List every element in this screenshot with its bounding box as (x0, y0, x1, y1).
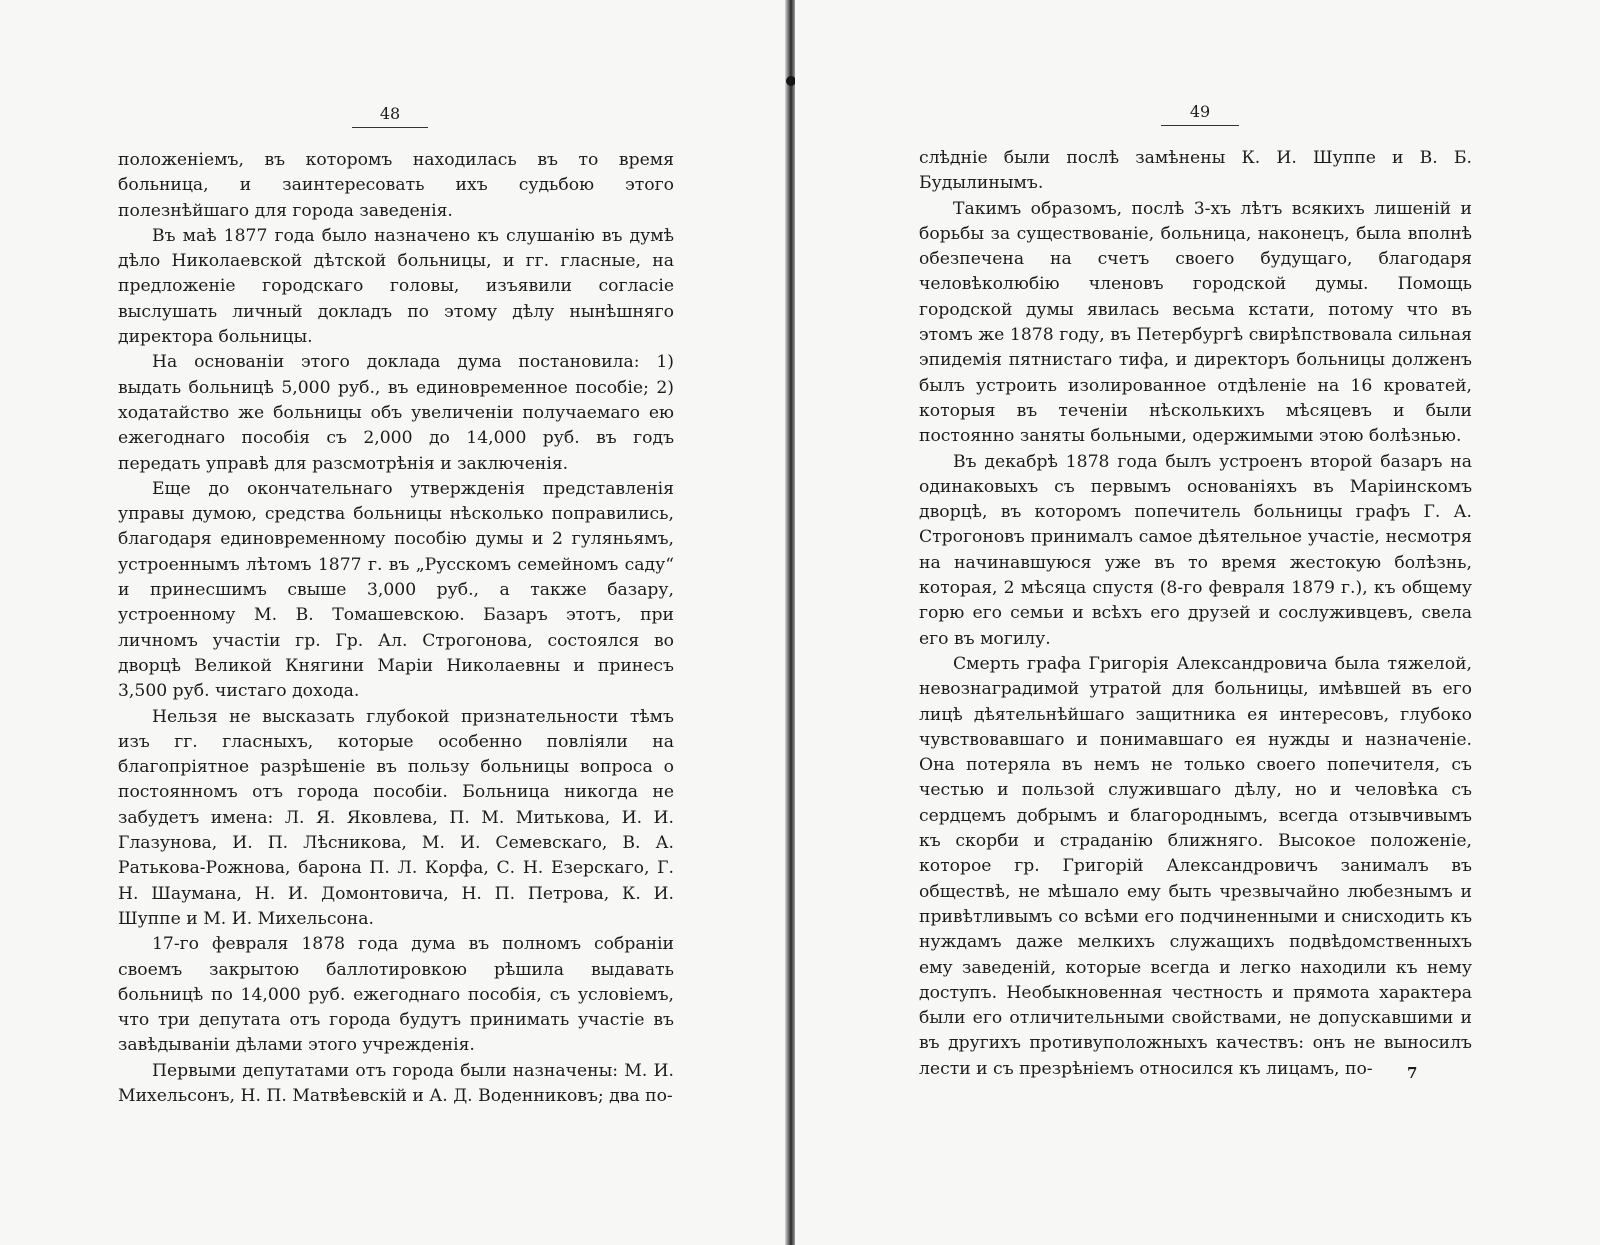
signature-mark: 7 (1407, 1064, 1418, 1082)
right-page-text (919, 146, 1472, 1082)
paragraph: Смерть графа Григорiя Александровича была тяжелой, невознаградимой утратой для больницы, имѣвшей въ его лицѣ дѣятельнѣйшаго защитника ея интересовъ, глубоко чувствовавшаго и понимавшаго ея нужды и назначенiе. Она потеряла въ немъ не только своего попечителя, съ честью и пользой служившаго дѣлу, но и человѣка съ сердцемъ добрымъ и благороднымъ, всегда отзывчивымъ къ скорби и страданiю ближняго. Высокое положенiе, которое гр. Григорiй Александровичъ занималъ въ обществѣ, не мѣшало ему быть чрезвычайно любезнымъ и привѣтливымъ со всѣми его подчиненными и снисходить къ нуждамъ даже мелкихъ служащихъ подвѣдомственныхъ ему заведенiй, которые всегда и легко находили къ нему доступъ. Необыкновенная честность и прямота характера были его отличительными свойствами, не допускавшими и въ другихъ противуположныхъ качествъ: онъ не выносилъ лести и съ презрѣнiемъ относился къ лицамъ, по- (919, 653, 1472, 1079)
paragraph: Нельзя не высказать глубокой признательности тѣмъ изъ гг. гласныхъ, которые особенно повлiяли на благопрiятное разрѣшенiе въ пользу больницы вопроса о постоянномъ отъ города пособiи. Больница никогда не забудетъ имена: Л. Я. Яковлева, П. М. Митькова, И. И. Глазунова, И. П. Лѣсникова, М. И. Семевскаго, В. А. Ратькова-Рожнова, барона П. Л. Корфа, С. Н. Езерскаго, Г. Н. Шаумана, Н. И. Домонтовича, Н. П. Петрова, К. И. Шуппе и М. И. Михельсона. (118, 706, 674, 929)
paragraph: Еще до окончательнаго утвержденiя представленiя управы думою, средства больницы нѣсколько поправились, благодаря единовременному пособiю думы и 2 гуляньямъ, устроеннымъ лѣтомъ 1877 г. въ „Русскомъ семейномъ саду“ и принесшимъ свыше 3,000 руб., а также базару, устроенному М. В. Томашевскою. Базаръ этотъ, при личномъ участiи гр. Гр. Ал. Строгонова, состоялся во дворцѣ Великой Княгини Марiи Николаевны и принесъ 3,500 руб. чистаго дохода. (118, 478, 674, 702)
paragraph: Въ декабрѣ 1878 года былъ устроенъ второй базаръ на одинаковыхъ съ первымъ основанiяхъ въ Марiинскомъ дворцѣ, въ которомъ попечитель больницы графъ Г. А. Строгоновъ принималъ самое дѣятельное участiе, несмотря на начинавшуюся уже въ то время жестокую болѣзнь, которая, 2 мѣсяца спустя (8-го февраля 1879 г.), къ общему горю его семьи и всѣхъ его друзей и сослуживцевъ, свела его въ могилу. (919, 451, 1472, 649)
paragraph: 17-го февраля 1878 года дума въ полномъ собранiи своемъ закрытою баллотировкою рѣшила выдавать больницѣ по 14,000 руб. ежегоднаго пособiя, съ условiемъ, что три депутата отъ города будутъ принимать участiе въ завѣдыванiи дѣлами этого учрежденiя. (118, 934, 674, 1056)
page-number-rule-right (1161, 125, 1239, 126)
paragraph: положенiемъ, въ которомъ находилась въ то время больница, и заинтересовать ихъ судьбою этого полезнѣйшаго для города заведенiя. (118, 150, 674, 221)
paragraph: Такимъ образомъ, послѣ 3-хъ лѣтъ всякихъ лишенiй и борьбы за существованiе, больница, наконецъ, была вполнѣ обезпечена на счетъ своего будущаго, благодаря человѣколюбiю членовъ городской думы. Помощь городской думы явилась весьма кстати, потому что въ этомъ же 1878 году, въ Петербургѣ свирѣпствовала сильная эпидемiя пятнистаго тифа, и директоръ больницы долженъ былъ устроить изолированное отдѣленiе на 16 кроватей, которыя въ теченiи нѣсколькихъ мѣсяцевъ и были постоянно заняты больными, одержимыми этою болѣзнью. (919, 198, 1472, 447)
paragraph: На основанiи этого доклада дума постановила: 1) выдать больницѣ 5,000 руб., въ единовременное пособiе; 2) ходатайство же больницы объ увеличенiи получаемаго ею ежегоднаго пособiя съ 2,000 до 14,000 руб. въ годъ передать управѣ для разсмотрѣнiя и заключенiя. (118, 352, 674, 474)
page-number-left: 48 (379, 104, 401, 123)
right-page (795, 0, 1600, 1245)
paragraph: слѣднiе были послѣ замѣнены К. И. Шуппе и В. Б. Будылинымъ. (919, 148, 1472, 194)
paragraph: Въ маѣ 1877 года было назначено къ слушанiю въ думѣ дѣло Николаевской дѣтской больницы, и гг. гласные, на предложенiе городскаго головы, изъявили согласiе выслушать личный докладъ по этому дѣлу нынѣшняго директора больницы. (118, 225, 674, 348)
paragraph: Первыми депутатами отъ города были назначены: М. И. Михельсонъ, Н. П. Матвѣевскiй и А. Д. Воденниковъ; два по- (118, 1060, 674, 1106)
page-number-right: 49 (1189, 102, 1211, 121)
left-page (0, 0, 788, 1245)
left-page-text (118, 148, 674, 1109)
page-number-rule-left (352, 127, 428, 128)
